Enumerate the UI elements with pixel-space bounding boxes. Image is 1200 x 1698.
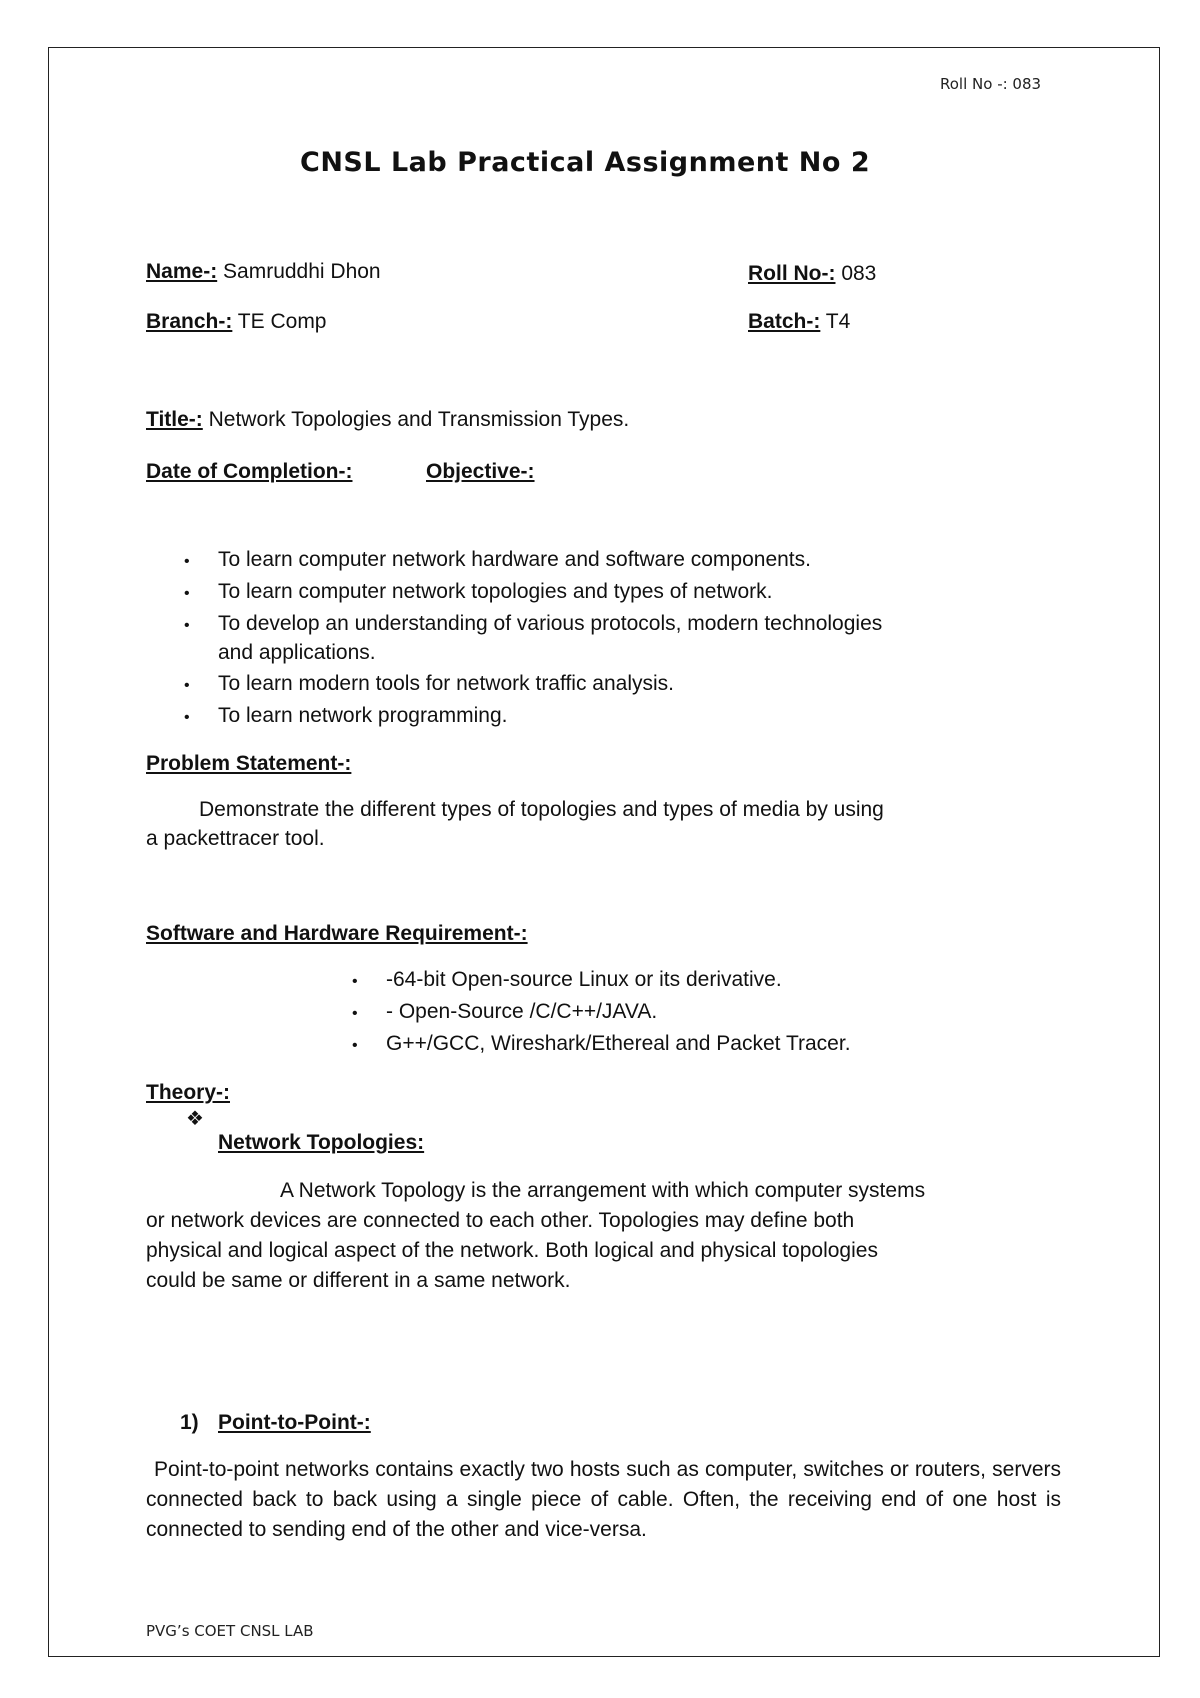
theory-line: or network devices are connected to each other. Topologies may define both — [146, 1209, 855, 1232]
point-to-point-heading: Point-to-Point-: — [218, 1411, 371, 1434]
theory-line: A Network Topology is the arrangement with which computer systems — [280, 1179, 926, 1202]
batch-field — [748, 310, 850, 334]
bullet: • — [184, 585, 190, 602]
roll-field — [748, 262, 876, 286]
objective-item: To develop an understanding of various protocols, modern technologies — [218, 612, 883, 635]
objective-item: To learn computer network topologies and types of network. — [218, 580, 773, 603]
bullet: • — [352, 973, 358, 990]
title-label: Title-: — [146, 408, 203, 431]
requirement-item: - Open-Source /C/C++/JAVA. — [386, 1000, 658, 1023]
roll-label: Roll No-: — [748, 262, 836, 285]
roll-value: 083 — [835, 262, 877, 285]
theory-line: could be same or different in a same network. — [146, 1269, 571, 1292]
branch-field — [146, 310, 327, 334]
bullet: • — [184, 553, 190, 570]
name-label: Name-: — [146, 260, 218, 283]
name-value: Samruddhi Dhon — [217, 260, 381, 283]
requirements-label: Software and Hardware Requirement-: — [146, 922, 528, 945]
batch-label: Batch-: — [748, 310, 821, 333]
problem-statement-line: a packettracer tool. — [146, 827, 325, 850]
footer-text: PVG’s COET CNSL LAB — [146, 1622, 314, 1640]
title-field — [146, 408, 629, 432]
bullet: • — [184, 677, 190, 694]
name-field — [146, 260, 381, 284]
objective-item-continued: and applications. — [218, 641, 376, 664]
section-number: 1) — [180, 1411, 199, 1434]
objective-item: To learn modern tools for network traffic analysis. — [218, 672, 674, 695]
objective-label: Objective-: — [426, 460, 535, 483]
objective-item: To learn network programming. — [218, 704, 508, 727]
header-roll-number: Roll No -: 083 — [940, 75, 1042, 93]
requirement-item: G++/GCC, Wireshark/Ethereal and Packet Tracer. — [386, 1032, 851, 1055]
date-of-completion-label: Date of Completion-: — [146, 460, 353, 483]
bullet: • — [352, 1037, 358, 1054]
bullet: • — [184, 617, 190, 634]
document-title: CNSL Lab Practical Assignment No 2 — [300, 147, 871, 178]
bullet: • — [352, 1005, 358, 1022]
bullet: • — [184, 709, 190, 726]
theory-label: Theory-: — [146, 1081, 230, 1104]
point-to-point-paragraph: Point-to-point networks contains exactly two hosts such as computer, switches or routers, servers connected back to back using a single piece of cable. Often, the receiving end of one host is connected to sending end of the other and vice-versa. — [146, 1458, 1061, 1541]
requirement-item: -64-bit Open-source Linux or its derivative. — [386, 968, 782, 991]
objective-item: To learn computer network hardware and software components. — [218, 548, 811, 571]
page-border — [48, 47, 1160, 1657]
problem-statement-line: Demonstrate the different types of topologies and types of media by using — [199, 798, 884, 821]
title-value: Network Topologies and Transmission Types. — [202, 408, 630, 431]
branch-label: Branch-: — [146, 310, 233, 333]
theory-line: physical and logical aspect of the network. Both logical and physical topologies — [146, 1239, 878, 1262]
diamond-bullet-icon: ❖ — [186, 1106, 204, 1130]
branch-value: TE Comp — [232, 310, 327, 333]
problem-statement-label: Problem Statement-: — [146, 752, 352, 775]
network-topologies-heading: Network Topologies: — [218, 1131, 425, 1154]
batch-value: T4 — [820, 310, 851, 333]
